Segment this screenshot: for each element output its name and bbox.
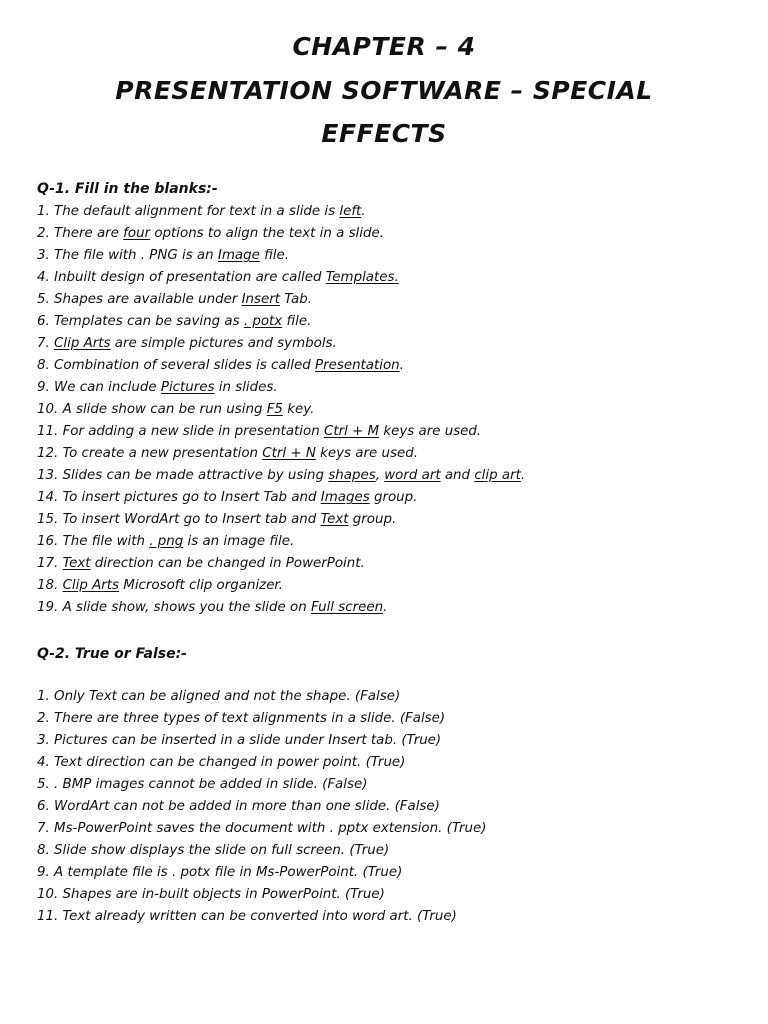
blank-item (37, 443, 525, 465)
item-text: direction can be changed in PowerPoint. (90, 556, 365, 571)
true-false-item: 5. . BMP images cannot be added in slide. (False) (37, 777, 368, 792)
true-false-item: 2. There are three types of text alignments in a slide. (False) (37, 711, 446, 726)
item-text: keys are used. (379, 424, 482, 439)
chapter-subtitle-line2: EFFECTS (321, 119, 447, 148)
item-text: We can include (54, 380, 161, 395)
item-text: The file with (62, 534, 150, 549)
item-number: 17. (37, 556, 59, 571)
blank-answer: word art (384, 468, 441, 483)
item-text: For adding a new slide in presentation (62, 424, 324, 439)
item-text: . (399, 358, 404, 373)
true-false-item: 11. Text already written can be converted into word art. (True) (37, 909, 457, 924)
item-text: To insert pictures go to Insert Tab and (62, 490, 321, 505)
blank-item (37, 421, 525, 443)
blank-answer: Images (320, 490, 370, 505)
item-number: 11. (37, 424, 59, 439)
item-text: . (361, 204, 366, 219)
blank-answer: . potx (243, 314, 283, 329)
blank-item (37, 201, 525, 223)
blank-item (37, 355, 525, 377)
blank-item (37, 333, 525, 355)
blank-item (37, 399, 525, 421)
item-text: in slides. (214, 380, 278, 395)
item-text: options to align the text in a slide. (150, 226, 384, 241)
item-text: The default alignment for text in a slide is (54, 204, 340, 219)
item-text: To insert WordArt go to Insert tab and (62, 512, 321, 527)
blank-answer: Ctrl + M (323, 424, 380, 439)
blank-item (37, 289, 525, 311)
blank-answer: Clip Arts (54, 336, 111, 351)
blank-answer: Presentation (315, 358, 400, 373)
true-false-item: 7. Ms-PowerPoint saves the document with . pptx extension. (True) (37, 821, 487, 836)
blank-answer: shapes (328, 468, 376, 483)
blank-item (37, 465, 525, 487)
blank-answer: Templates. (325, 270, 399, 285)
blank-answer: F5 (266, 402, 283, 417)
item-number: 13. (37, 468, 59, 483)
item-text: To create a new presentation (62, 446, 263, 461)
blank-item (37, 223, 525, 245)
item-text: Tab. (280, 292, 313, 307)
true-false-item: 1. Only Text can be aligned and not the shape. (False) (37, 689, 401, 704)
blank-answer: Image (217, 248, 260, 263)
blank-answer: Insert (241, 292, 281, 307)
blank-item (37, 267, 525, 289)
item-number: 2. (37, 226, 50, 241)
blank-item (37, 575, 525, 597)
chapter-title: CHAPTER – 4 (292, 32, 476, 61)
true-false-item: 8. Slide show displays the slide on full screen. (True) (37, 843, 390, 858)
blank-answer: left (339, 204, 362, 219)
blank-answer: . png (149, 534, 184, 549)
item-text: , (375, 468, 385, 483)
item-text: file. (259, 248, 289, 263)
item-number: 7. (37, 336, 50, 351)
chapter-subtitle-line1: PRESENTATION SOFTWARE – SPECIAL (115, 76, 653, 105)
blank-answer: Text (62, 556, 91, 571)
item-number: 3. (37, 248, 50, 263)
item-text: Templates can be saving as (54, 314, 244, 329)
item-text: There are (54, 226, 124, 241)
item-text: Microsoft clip organizer. (119, 578, 283, 593)
item-number: 10. (37, 402, 59, 417)
item-text: are simple pictures and symbols. (110, 336, 337, 351)
q1-heading: Q-1. Fill in the blanks:- (37, 181, 218, 197)
item-number: 5. (37, 292, 50, 307)
blank-item (37, 531, 525, 553)
item-text: file. (282, 314, 312, 329)
true-false-item: 3. Pictures can be inserted in a slide under Insert tab. (True) (37, 733, 442, 748)
item-number: 4. (37, 270, 50, 285)
item-text: Inbuilt design of presentation are called (54, 270, 326, 285)
true-false-item: 6. WordArt can not be added in more than one slide. (False) (37, 799, 440, 814)
blank-item (37, 245, 525, 267)
blank-item (37, 553, 525, 575)
item-text: A slide show, shows you the slide on (62, 600, 311, 615)
blank-answer: Ctrl + N (262, 446, 316, 461)
blank-item (37, 509, 525, 531)
item-number: 9. (37, 380, 50, 395)
blank-item (37, 311, 525, 333)
blank-item (37, 487, 525, 509)
item-text: Slides can be made attractive by using (62, 468, 329, 483)
item-text: group. (348, 512, 397, 527)
true-false-item: 4. Text direction can be changed in power point. (True) (37, 755, 406, 770)
blank-item (37, 377, 525, 399)
item-number: 15. (37, 512, 59, 527)
item-number: 1. (37, 204, 50, 219)
item-number: 19. (37, 600, 59, 615)
item-text: . (383, 600, 388, 615)
item-number: 16. (37, 534, 59, 549)
fill-blanks-list (37, 201, 525, 619)
item-text: The file with . PNG is an (54, 248, 218, 263)
item-text: and (440, 468, 475, 483)
true-false-item: 9. A template file is . potx file in Ms-PowerPoint. (True) (37, 865, 403, 880)
item-number: 12. (37, 446, 59, 461)
true-false-list (37, 686, 486, 928)
item-number: 14. (37, 490, 59, 505)
blank-answer: four (123, 226, 151, 241)
item-text: A slide show can be run using (62, 402, 267, 417)
item-text: Combination of several slides is called (54, 358, 316, 373)
blank-answer: clip art (474, 468, 521, 483)
item-text: Shapes are available under (54, 292, 242, 307)
item-text: group. (369, 490, 418, 505)
blank-answer: Clip Arts (62, 578, 120, 593)
blank-answer: Full screen (310, 600, 384, 615)
item-number: 6. (37, 314, 50, 329)
q2-heading: Q-2. True or False:- (37, 646, 187, 662)
item-number: 18. (37, 578, 59, 593)
item-text: is an image file. (183, 534, 295, 549)
blank-answer: Pictures (160, 380, 215, 395)
blank-item (37, 597, 525, 619)
blank-answer: Text (320, 512, 349, 527)
item-text: key. (282, 402, 315, 417)
true-false-item: 10. Shapes are in-built objects in PowerPoint. (True) (37, 887, 385, 902)
item-text: . (520, 468, 526, 483)
item-text: keys are used. (315, 446, 418, 461)
item-number: 8. (37, 358, 50, 373)
